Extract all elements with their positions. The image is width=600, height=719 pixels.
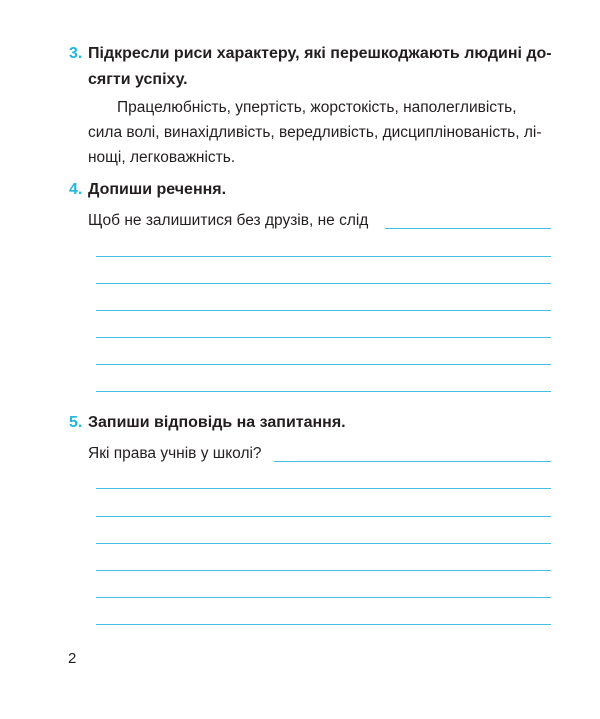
task-5-answer-line-4[interactable] (96, 543, 551, 544)
task-3-heading (69, 41, 559, 93)
task-4-heading (69, 177, 226, 203)
task-4-answer-line-2[interactable] (96, 256, 551, 257)
task-5-answer-line-3[interactable] (96, 516, 551, 517)
task-3-title (88, 41, 559, 93)
task-3 (69, 41, 559, 93)
trait-list-line-2[interactable]: сила волі, винахідливість, вередливість, дисциплінованість, лі- (88, 124, 542, 141)
task-4-number: 4. (69, 181, 83, 198)
task-4-title: Допиши речення. (88, 181, 227, 198)
task-4-answer-line-4[interactable] (96, 310, 551, 311)
task-4-answer-line-1[interactable] (385, 228, 551, 229)
task-5-heading (69, 410, 346, 436)
task-4-answer-line-7[interactable] (96, 391, 551, 392)
task-4-prompt: Щоб не залишитися без друзів, не слід (88, 212, 369, 229)
task-3-number: 3. (69, 45, 83, 62)
task-5-answer-line-5[interactable] (96, 570, 551, 571)
task-5-prompt: Які права учнів у школі? (88, 445, 262, 462)
task-5-answer-line-2[interactable] (96, 488, 551, 489)
task-4-answer-line-3[interactable] (96, 283, 551, 284)
task-4-answer-line-5[interactable] (96, 337, 551, 338)
task-5-answer-line-7[interactable] (96, 624, 551, 625)
trait-list-text-1[interactable]: Працелюбність, упертість, жорстокість, наполегливість, (117, 99, 517, 116)
task-5-title: Запиши відповідь на запитання. (88, 414, 346, 431)
page-number: 2 (68, 650, 77, 667)
task-3-title-line-1: Підкресли риси характеру, які перешкоджають людині до- (88, 45, 552, 62)
task-3-title-line-2: сягти успіху. (88, 71, 188, 88)
task-5-number: 5. (69, 414, 83, 431)
task-4-answer-line-6[interactable] (96, 364, 551, 365)
task-4 (69, 177, 226, 203)
task-5-answer-line-6[interactable] (96, 597, 551, 598)
trait-list-line-1 (88, 95, 558, 120)
trait-list-line-3[interactable]: нощі, легковажність. (88, 149, 236, 166)
task-3-trait-list (88, 95, 558, 170)
task-5 (69, 410, 346, 436)
task-5-answer-line-1[interactable] (274, 461, 551, 462)
